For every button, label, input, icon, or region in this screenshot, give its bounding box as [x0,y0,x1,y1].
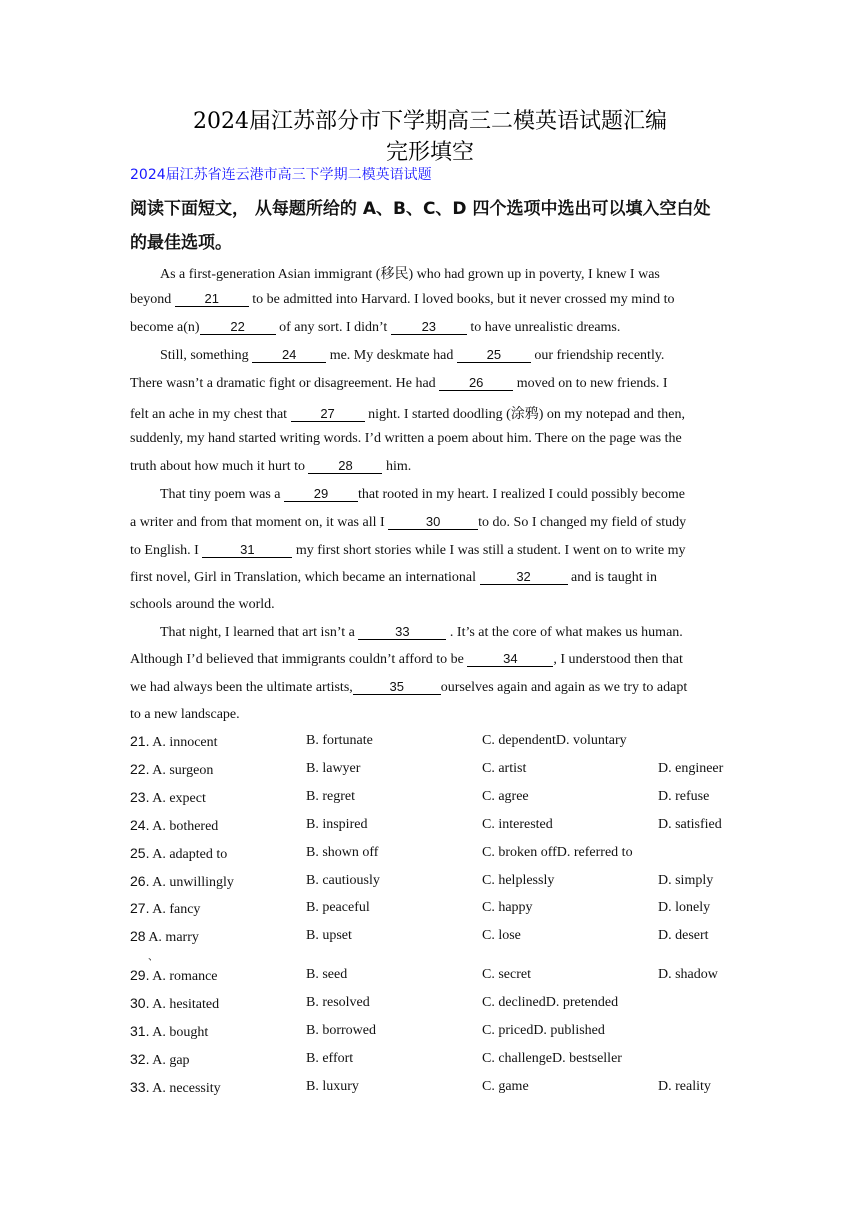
question-number: 32. [130,1051,150,1067]
question-number: 21. [130,733,150,749]
blank-33: 33 [358,624,446,640]
passage-line: we had always been the ultimate artists, 35 ourselves again and again as we try to adapt [130,679,688,695]
passage-line: Although I’d believed that immigrants couldn’t afford to be 34 , I understood then that [130,651,683,667]
passage-line: That tiny poem was a 29 that rooted in my heart. I realized I could possibly become [160,486,685,502]
option-row-start [130,789,206,807]
option-a: A. adapted to [152,847,228,862]
blank-28: 28 [308,458,382,474]
option-a: A. gap [152,1053,190,1068]
blank-23: 23 [391,319,467,335]
option-a: A. unwillingly [152,875,234,890]
passage-line: beyond 21 to be admitted into Harvard. I loved books, but it never crossed my mind to [130,291,675,307]
option-a: A. surgeon [152,763,214,778]
blank-21: 21 [175,291,249,307]
option-d: D. engineer [658,761,724,776]
option-row-start [130,1079,221,1097]
option-b: B. resolved [306,995,370,1010]
option-c: C. artist [482,761,527,776]
question-number: 30. [130,995,150,1011]
page-title: 2024届江苏部分市下学期高三二模英语试题汇编 [193,109,667,134]
blank-26: 26 [439,375,513,391]
option-row-start [130,845,227,863]
option-d: D. refuse [658,789,710,804]
option-b: B. regret [306,789,355,804]
option-c: C. lose [482,928,521,943]
option-c: C. secret [482,967,531,982]
blank-34: 34 [467,651,553,667]
passage-line: Still, something 24 me. My deskmate had 25 our friendship recently. [160,347,665,363]
passage-line: felt an ache in my chest that 27 night. I started doodling (涂鸦) on my notepad and then, [130,406,685,422]
option-c: C. game [482,1079,529,1094]
blank-30: 30 [388,514,478,530]
passage-line: That night, I learned that art isn’t a 33 . It’s at the core of what makes us human. [160,624,683,640]
option-d: D. reality [658,1079,711,1094]
option-c: C. broken offD. referred to [482,845,633,860]
option-c: C. challengeD. bestseller [482,1051,622,1066]
option-row-start [130,733,218,751]
question-number: 23. [130,789,150,805]
option-a: A. fancy [152,902,201,917]
question-number: 26. [130,873,150,889]
passage-line: truth about how much it hurt to 28 him. [130,458,412,474]
option-c: C. helplessly [482,873,555,888]
option-row-start [130,1023,208,1041]
option-b: B. inspired [306,817,368,832]
option-b: B. cautiously [306,873,380,888]
option-c: C. agree [482,789,529,804]
option-a: A. bought [152,1025,209,1040]
option-row-start [130,995,219,1013]
blank-25: 25 [457,347,531,363]
option-a: A. romance [152,969,218,984]
option-c: C. dependentD. voluntary [482,733,627,748]
option-row-start [130,873,234,891]
option-b: B. upset [306,928,352,943]
question-number: 27. [130,900,150,916]
passage-line: to English. I 31 my first short stories while I was still a student. I went on to write my [130,542,686,558]
option-row-start [130,817,218,835]
blank-31: 31 [202,542,292,558]
option-d: D. satisfied [658,817,722,832]
blank-35: 35 [353,679,441,695]
question-number: 31. [130,1023,150,1039]
option-c: C. declinedD. pretended [482,995,619,1010]
question-number: 24. [130,817,150,833]
option-c: C. interested [482,817,553,832]
passage-line: to a new landscape. [130,707,240,722]
passage-line: become a(n) 22 of any sort. I didn’t 23 to have unrealistic dreams. [130,319,621,335]
option-a: A. marry [148,930,199,945]
section-title: 完形填空 [385,140,474,165]
option-row-start [130,967,218,985]
option-row-start [130,1051,190,1069]
option-d: D. lonely [658,900,711,915]
option-c: C. pricedD. published [482,1023,605,1038]
option-b: B. shown off [306,845,379,860]
passage-line: There wasn’t a dramatic fight or disagreement. He had 26 moved on to new friends. I [130,375,668,391]
option-b: B. seed [306,967,348,982]
blank-22: 22 [200,319,276,335]
passage-line: suddenly, my hand started writing words. I’d written a poem about him. There on the page was the [130,431,682,446]
blank-32: 32 [480,569,568,585]
option-row-start [130,900,200,918]
blank-27: 27 [291,406,365,422]
option-row-start [130,928,199,946]
option-d: D. simply [658,873,714,888]
passage-line: As a first-generation Asian immigrant (移民) who had grown up in poverty, I knew I was [160,267,660,282]
stray-mark: 、 [148,952,158,963]
option-b: B. luxury [306,1079,359,1094]
source-heading: 2024届江苏省连云港市高三下学期二模英语试题 [130,167,432,183]
option-b: B. effort [306,1051,354,1066]
option-a: A. bothered [152,819,219,834]
option-b: B. fortunate [306,733,373,748]
option-a: A. expect [152,791,206,806]
option-row-start [130,761,213,779]
option-a: A. hesitated [152,997,220,1012]
passage-line: first novel, Girl in Translation, which became an international 32 and is taught in [130,569,657,585]
option-d: D. desert [658,928,709,943]
blank-24: 24 [252,347,326,363]
option-d: D. shadow [658,967,718,982]
instructions-line-2: 的最佳选项。 [130,233,232,253]
option-c: C. happy [482,900,533,915]
option-b: B. borrowed [306,1023,376,1038]
question-number: 29. [130,967,150,983]
question-number: 22. [130,761,150,777]
passage-line: schools around the world. [130,597,275,612]
option-a: A. necessity [152,1081,221,1096]
option-b: B. lawyer [306,761,361,776]
option-a: A. innocent [152,735,218,750]
option-b: B. peaceful [306,900,370,915]
question-number: 25. [130,845,150,861]
question-number: 33. [130,1079,150,1095]
blank-29: 29 [284,486,358,502]
instructions-line-1: 阅读下面短文， 从每题所给的 A、B、C、D 四个选项中选出可以填入空白处 [130,199,711,219]
passage-line: a writer and from that moment on, it was all I 30 to do. So I changed my field of study [130,514,687,530]
question-number: 28 [130,928,146,944]
